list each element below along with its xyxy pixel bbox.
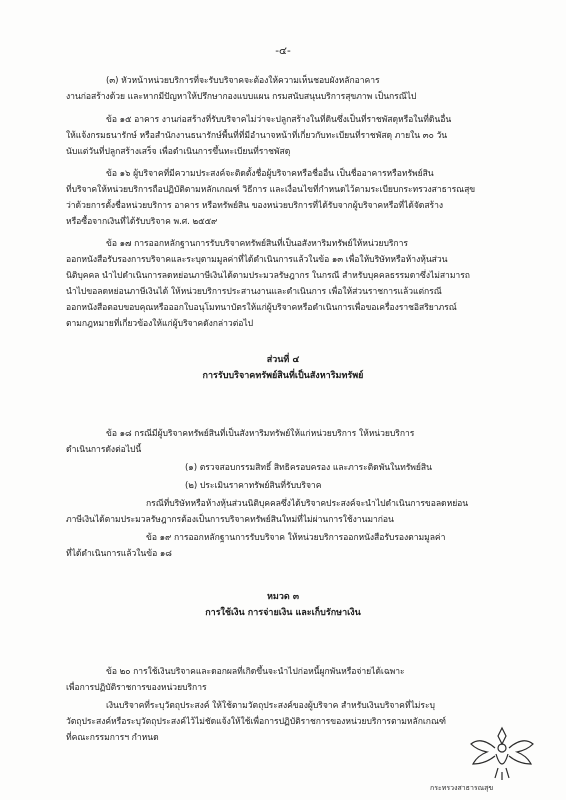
- text-line: ที่บริจาคให้หน่วยบริการถือปฏิบัติตามหลักเกณฑ์ วิธีการ และเงื่อนไขที่กำหนดไว้ตามระเบียบกระทรวงสาธารณสุข: [66, 185, 476, 195]
- text-line: เงินบริจาคที่ระบุวัตถุประสงค์ ให้ใช้ตามวัตถุประสงค์ของผู้บริจาค สำหรับเงินบริจาคที่ไม่ระบุ: [106, 701, 435, 711]
- text-line: ที่คณะกรรมการฯ กำหนด: [66, 733, 159, 743]
- text-line: กรณีที่บริษัทหรือห้างหุ้นส่วนนิติบุคคลซึ่งได้บริจาคประสงค์จะนำไปดำเนินการขอลดหย่อน: [146, 499, 469, 509]
- list-item: (๒) ประเมินราคาทรัพย์สินที่รับบริจาค: [185, 481, 322, 491]
- text-line: ข้อ ๑๘ กรณีมีผู้บริจาคทรัพย์สินที่เป็นสังหาริมทรัพย์ให้แก่หน่วยบริการ ให้หน่วยบริการ: [106, 429, 415, 439]
- garuda-seal-icon: [465, 722, 539, 782]
- text-line: นับแต่วันที่ปลูกสร้างเสร็จ เพื่อดำเนินการขึ้นทะเบียนที่ราชพัสดุ: [66, 147, 291, 157]
- text-line: ที่ได้ดำเนินการแล้วในข้อ ๑๘: [66, 549, 172, 559]
- text-line: ข้อ ๑๖ ผู้บริจาคที่มีความประสงค์จะติดตั้งชื่อผู้บริจาคหรือชื่ออื่น เป็นชื่ออาคารหรือทรัพย์สิน: [106, 169, 434, 179]
- text-line: ข้อ ๑๗ การออกหลักฐานการรับบริจาคทรัพย์สินที่เป็นอสังหาริมทรัพย์ให้หน่วยบริการ: [106, 239, 408, 249]
- section-heading: ส่วนที่ ๔: [266, 355, 300, 365]
- section-title: การรับบริจาคทรัพย์สินที่เป็นสังหาริมทรัพย์: [202, 371, 364, 381]
- text-line: หรือซื้อจากเงินที่ได้รับบริจาค พ.ศ. ๒๕๕๙: [66, 217, 218, 227]
- chapter-title: การใช้เงิน การจ่ายเงิน และเก็บรักษาเงิน: [205, 608, 361, 618]
- text-line: งานก่อสร้างด้วย และหากมีปัญหาให้ปรึกษากองแบบแผน กรมสนับสนุนบริการสุขภาพ เป็นกรณีไป: [66, 92, 417, 102]
- text-line: เพื่อการปฏิบัติราชการของหน่วยบริการ: [66, 683, 207, 693]
- text-line: ข้อ ๑๕ อาคาร งานก่อสร้างที่รับบริจาคไม่ว่าจะปลูกสร้างในที่ดินซึ่งเป็นที่ราชพัสดุหรือในที่ดินอื่น: [106, 115, 452, 125]
- text-line: ให้แจ้งกรมธนารักษ์ หรือสำนักงานธนารักษ์พื้นที่ที่มีอำนาจหน้าที่เกี่ยวกับทะเบียนที่ราชพัสดุ ภายใน ๓๐ วัน: [66, 131, 448, 141]
- text-line: ตามกฎหมายที่เกี่ยวข้องให้แก่ผู้บริจาคดังกล่าวต่อไป: [66, 319, 254, 329]
- text-line: วัตถุประสงค์หรือระบุวัตถุประสงค์ไว้ไม่ชัดแจ้งให้ใช้เพื่อการปฏิบัติราชการของหน่วยบริการตามหลักเกณฑ์: [66, 717, 446, 727]
- list-item: (๑) ตรวจสอบกรรมสิทธิ์ สิทธิครอบครอง และภาระติดพันในทรัพย์สิน: [185, 463, 432, 473]
- text-line: ดำเนินการดังต่อไปนี้: [66, 445, 142, 455]
- seal-caption: กระทรวงสาธารณสุข: [430, 784, 494, 792]
- page-number: -๔-: [275, 45, 291, 57]
- text-line: (๓) หัวหน้าหน่วยบริการที่จะรับบริจาคจะต้องให้ความเห็นชอบผังหลักอาคาร: [106, 76, 380, 86]
- text-line: ออกหนังสือรับรองการบริจาคและระบุตามมูลค่าที่ได้ดำเนินการแล้วในข้อ ๑๓ เพื่อให้บริษัทหรือห้างหุ้นส่วน: [66, 255, 448, 265]
- text-line: ข้อ ๑๙ การออกหลักฐานการรับบริจาค ให้หน่วยบริการออกหนังสือรับรองตามมูลค่า: [146, 533, 446, 543]
- text-line: ภาษีเงินได้ตามประมวลรัษฎากรต้องเป็นการบริจาคทรัพย์สินใหม่ที่ไม่ผ่านการใช้งานมาก่อน: [66, 515, 394, 525]
- text-line: นำไปขอลดหย่อนภาษีเงินได้ ให้หน่วยบริการประสานงานและดำเนินการ เพื่อให้ส่วนราชการแล้วแต่กรณี: [66, 287, 442, 297]
- text-line: ข้อ ๒๐ การใช้เงินบริจาคและดอกผลที่เกิดขึ้นจะนำไปก่อหนี้ผูกพันหรือจ่ายได้เฉพาะ: [106, 667, 405, 677]
- text-line: ออกหนังสือตอบขอบคุณหรือออกใบอนุโมทนาบัตรให้แก่ผู้บริจาคหรือดำเนินการเพื่อขอเครื่องราชอิสริยาภรณ์: [66, 303, 457, 313]
- text-line: นิติบุคคล นำไปดำเนินการลดหย่อนภาษีเงินได้ตามประมวลรัษฎากร ในกรณี สำหรับบุคคลธรรมดาซึ่งไม่สามารถ: [66, 271, 470, 281]
- text-line: ว่าด้วยการตั้งชื่อหน่วยบริการ อาคาร หรือทรัพย์สิน ของหน่วยบริการที่ได้รับจากผู้บริจาคหรือที่ได้จัดสร้าง: [66, 201, 444, 211]
- chapter-heading: หมวด ๓: [266, 592, 300, 602]
